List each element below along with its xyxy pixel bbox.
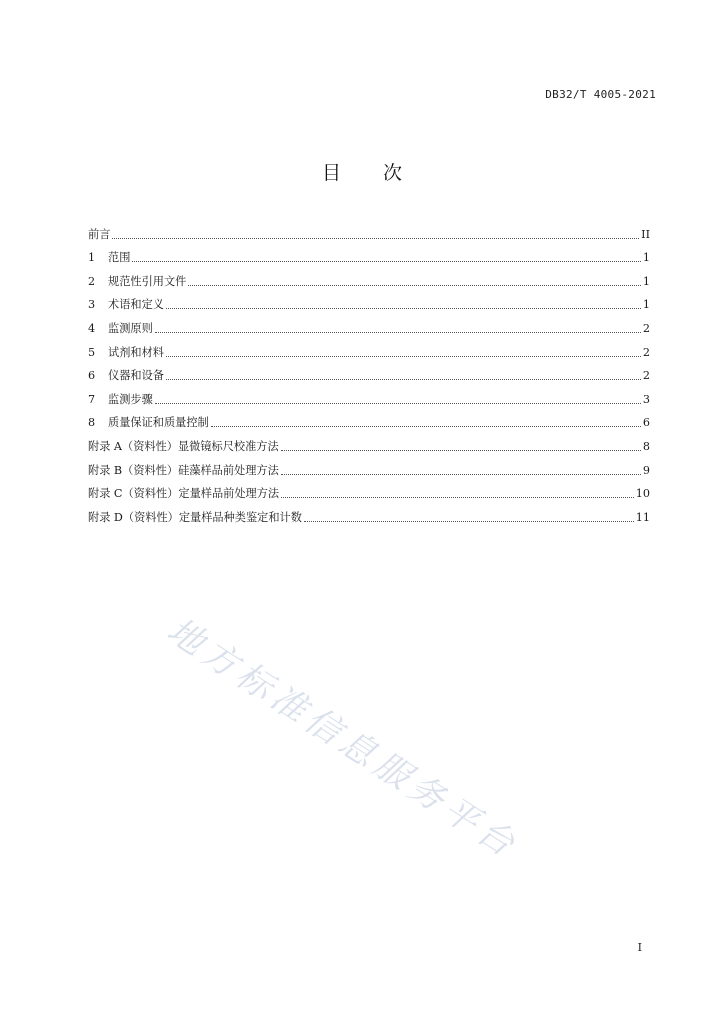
toc-entry-text: 附录 C（资料性）定量样品前处理方法	[88, 487, 280, 501]
toc-entry-appendix-a[interactable]	[88, 430, 650, 454]
toc-leader	[166, 308, 641, 309]
toc-entry-text: 附录 D（资料性）定量样品种类鉴定和计数	[88, 510, 302, 524]
toc-leader	[281, 474, 641, 475]
toc-leader	[155, 332, 641, 333]
toc-leader	[304, 521, 634, 522]
toc-entry-page: 2	[642, 369, 650, 383]
toc-entry-page: 9	[642, 463, 650, 477]
toc-entry-preface[interactable]	[88, 218, 650, 242]
page-number: I	[637, 941, 642, 954]
toc-leader	[166, 356, 641, 357]
toc-entry-2[interactable]	[88, 265, 650, 289]
toc-entry-5[interactable]	[88, 336, 650, 360]
toc-entry-appendix-b[interactable]	[88, 454, 650, 478]
toc-entry-1[interactable]	[88, 242, 650, 266]
toc-entry-page: 1	[642, 298, 650, 312]
toc-leader	[132, 261, 640, 262]
toc-title	[0, 158, 724, 185]
toc-entry-page: 1	[642, 274, 650, 288]
toc-entry-text: 仪器和设备	[108, 369, 164, 383]
toc-entry-text: 规范性引用文件	[108, 274, 187, 288]
toc-entry-page: 1	[642, 251, 650, 265]
toc-entry-page: II	[641, 227, 650, 241]
toc-leader	[188, 285, 641, 286]
toc-leader	[166, 379, 641, 380]
toc-entry-number: 6	[88, 369, 96, 383]
toc-entry-4[interactable]	[88, 312, 650, 336]
toc-entry-page: 8	[642, 439, 650, 453]
toc-entry-text: 质量保证和质量控制	[108, 416, 209, 430]
watermark-text: 地方标准信息服务平台	[159, 610, 526, 868]
toc-entry-appendix-d[interactable]	[88, 501, 650, 525]
toc-entry-text: 范围	[108, 251, 131, 265]
toc-entry-text: 前言	[88, 227, 111, 241]
toc-entry-8[interactable]	[88, 407, 650, 431]
toc-entry-page: 10	[635, 487, 650, 501]
standard-code: DB32/T 4005-2021	[545, 88, 656, 101]
toc-entry-page: 11	[635, 510, 650, 524]
toc-entry-6[interactable]	[88, 360, 650, 384]
toc-entry-text: 附录 B（资料性）硅藻样品前处理方法	[88, 463, 279, 477]
toc-title-char-1: 目	[321, 162, 341, 184]
toc-entry-number: 4	[88, 321, 96, 335]
toc-entry-number: 7	[88, 392, 96, 406]
toc-title-char-2: 次	[383, 162, 403, 184]
toc-entry-page: 3	[642, 392, 650, 406]
toc-entry-text: 监测步骤	[108, 392, 153, 406]
toc-leader	[281, 497, 634, 498]
toc-leader	[211, 426, 641, 427]
toc-leader	[281, 450, 641, 451]
toc-leader	[112, 238, 639, 239]
toc-entry-number: 8	[88, 416, 96, 430]
toc-entry-page: 2	[642, 345, 650, 359]
toc-list	[88, 218, 650, 525]
toc-entry-text: 附录 A（资料性）显微镜标尺校准方法	[88, 439, 279, 453]
toc-entry-text: 试剂和材料	[108, 345, 164, 359]
toc-leader	[155, 403, 641, 404]
toc-entry-appendix-c[interactable]	[88, 478, 650, 502]
toc-entry-text: 监测原则	[108, 321, 153, 335]
toc-entry-7[interactable]	[88, 383, 650, 407]
toc-entry-text: 术语和定义	[108, 298, 164, 312]
toc-entry-number: 2	[88, 274, 96, 288]
toc-entry-page: 6	[642, 416, 650, 430]
toc-entry-number: 3	[88, 298, 96, 312]
toc-entry-number: 1	[88, 251, 96, 265]
toc-entry-3[interactable]	[88, 289, 650, 313]
toc-entry-number: 5	[88, 345, 96, 359]
toc-entry-page: 2	[642, 321, 650, 335]
